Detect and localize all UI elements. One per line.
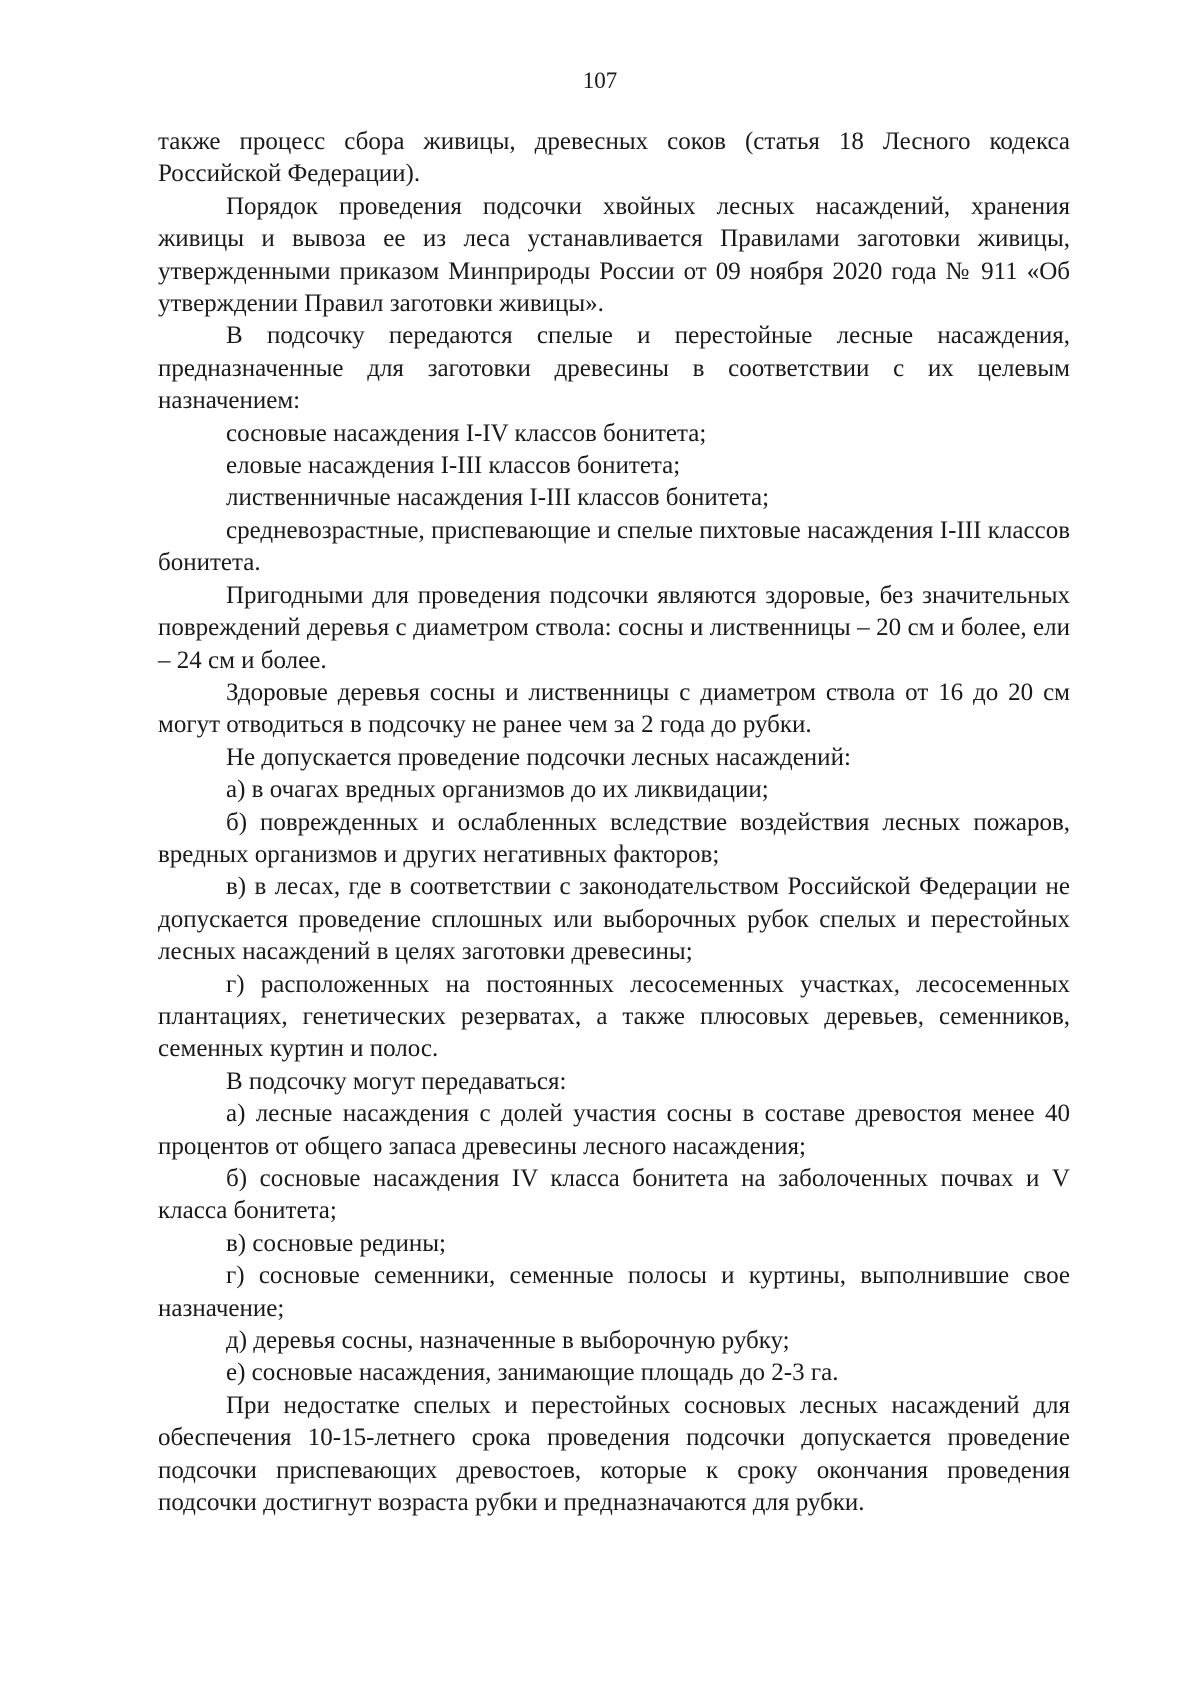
document-body <box>158 126 1070 1519</box>
paragraph: Пригодными для проведения подсочки являются здоровые, без значительных повреждений деревья с диаметром ствола: сосны и лиственницы – 20 см и более, ели – 24 см и более. <box>158 581 1070 674</box>
list-item: в) в лесах, где в соответствии с законодательством Российской Федерации не допускается проведение сплошных или выборочных рубок спелых и перестойных лесных насаждений в целях заготовки древесины; <box>158 873 1070 966</box>
paragraph: Порядок проведения подсочки хвойных лесных насаждений, хранения живицы и вывоза ее из леса устанавливается Правилами заготовки живицы, утвержденными приказом Минприроды России от 09 ноября 2020 года № 911 «Об утверждении Правил заготовки живицы». <box>158 192 1070 318</box>
list-item: в) сосновые редины; <box>226 1229 447 1257</box>
list-item: а) лесные насаждения с долей участия сосны в составе древостоя менее 40 процентов от общего запаса древесины лесного насаждения; <box>158 1100 1070 1160</box>
list-item: сосновые насаждения I-IV классов бонитета; <box>226 419 707 447</box>
list-item: е) сосновые насаждения, занимающие площадь до 2-3 га. <box>226 1359 839 1387</box>
list-item: д) деревья сосны, назначенные в выборочную рубку; <box>226 1327 790 1355</box>
list-item: еловые насаждения I-III классов бонитета; <box>226 452 681 480</box>
paragraph: Не допускается проведение подсочки лесных насаждений: <box>226 743 851 771</box>
paragraph: также процесс сбора живицы, древесных соков (статья 18 Лесного кодекса Российской Федерации). <box>158 128 1070 188</box>
list-item: лиственничные насаждения I-III классов бонитета; <box>226 484 770 512</box>
paragraph: В подсочку могут передаваться: <box>226 1067 567 1095</box>
list-item: средневозрастные, приспевающие и спелые пихтовые насаждения I-III классов бонитета. <box>158 516 1070 577</box>
paragraph: В подсочку передаются спелые и перестойные лесные насаждения, предназначенные для заготовки древесины в соответствии с их целевым назначением: <box>158 322 1070 415</box>
paragraph: Здоровые деревья сосны и лиственницы с диаметром ствола от 16 до 20 см могут отводиться в подсочку не ранее чем за 2 года до рубки. <box>158 678 1070 739</box>
page-number: 107 <box>582 68 618 93</box>
list-item: г) сосновые семенники, семенные полосы и куртины, выполнившие свое назначение; <box>158 1262 1070 1322</box>
list-item: б) сосновые насаждения IV класса бонитета на заболоченных почвах и V класса бонитета; <box>158 1165 1070 1225</box>
list-item: б) поврежденных и ослабленных вследствие воздействия лесных пожаров, вредных организмов и других негативных факторов; <box>158 808 1070 868</box>
list-item: г) расположенных на постоянных лесосеменных участках, лесосеменных плантациях, генетических резерватах, а также плюсовых деревьев, семенников, семенных куртин и полос. <box>158 970 1070 1063</box>
list-item: а) в очагах вредных организмов до их ликвидации; <box>226 776 769 804</box>
paragraph: При недостатке спелых и перестойных сосновых лесных насаждений для обеспечения 10-15-летнего срока проведения подсочки допускается проведение подсочки приспевающих древостоев, которые к сроку окончания проведения подсочки достигнут возраста рубки и предназначаются для рубки. <box>158 1391 1070 1517</box>
